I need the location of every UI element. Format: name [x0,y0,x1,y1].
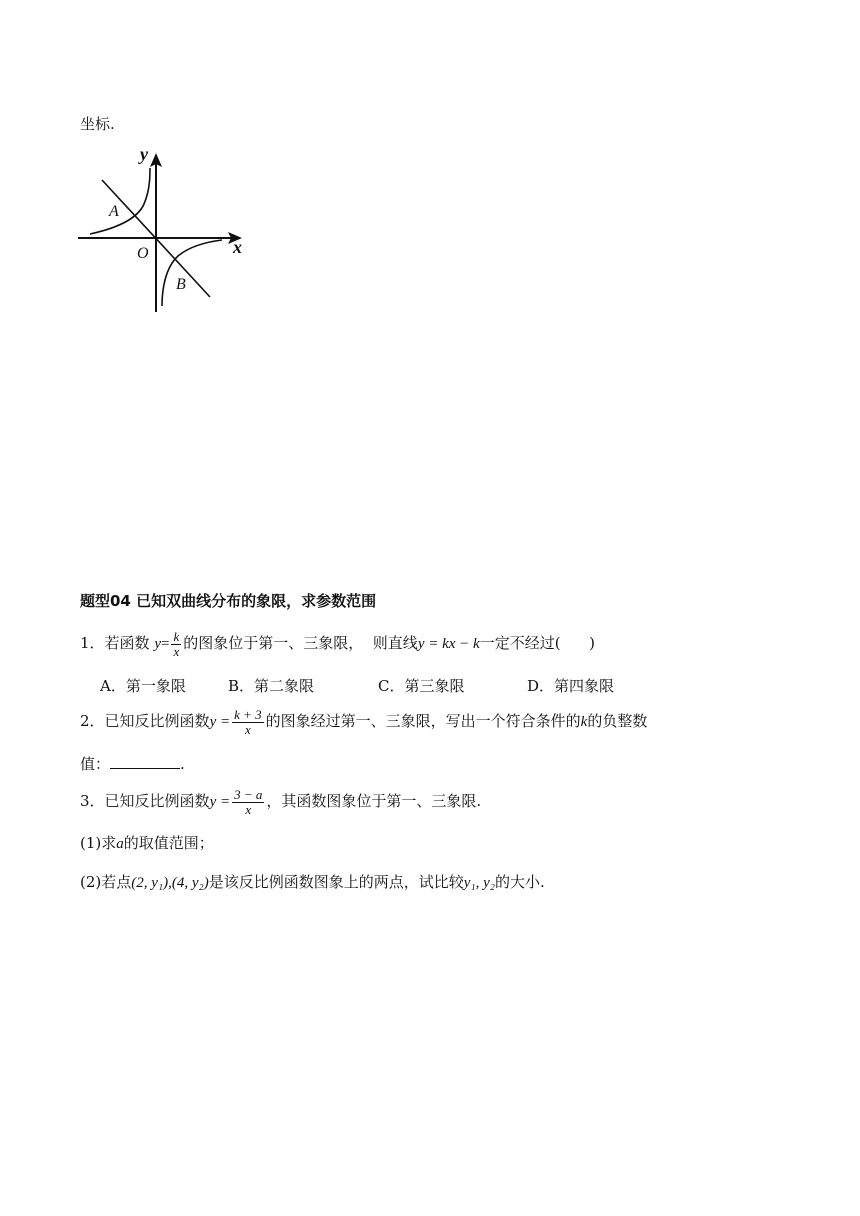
q3-number: 3． [80,792,105,810]
label-origin: O [137,245,149,262]
q2-line-2 [80,753,185,774]
q1-frac-den: x [173,643,180,659]
q1-fraction [171,630,181,659]
q2-fraction [232,708,264,737]
q3-text-a: 已知反比例函数 [104,792,210,810]
q2-var-k: k [580,714,588,730]
q1-number: 1． [80,634,105,652]
q1-option-b: B．第二象限 [228,677,315,695]
q2-text-c: 的负整数 [587,712,648,730]
section-title: 题型04 已知双曲线分布的象限，求参数范围 [80,592,377,610]
q1-option-a: A．第一象限 [100,677,186,695]
q2-line2-a: 值： [80,755,111,773]
label-x: x [233,237,242,257]
q1-text-a: 若函数 [104,634,150,652]
q2-text-a: 已知反比例函数 [104,712,210,730]
q3-frac-den: x [245,801,252,817]
q2-func-lhs: y = [209,714,231,730]
q3-part2-b: 是该反比例函数图象上的两点，试比较 [208,873,464,891]
q3-part-1 [80,832,214,853]
q1-text-c: 一定不经过( ) [479,634,596,652]
q2-text-b: 的图象经过第一、三象限，写出一个符合条件的 [265,712,581,730]
question-3 [80,786,481,817]
q3-func-lhs: y = [209,794,231,810]
question-2 [80,706,647,737]
q3-part2-c: 的大小. [495,873,545,891]
q2-frac-den: x [244,721,251,737]
q3-part2-a: (2)若点 [80,873,132,891]
q3-part1-var: a [116,836,124,852]
question-1 [80,628,595,659]
q1-frac-num: k [173,628,180,644]
label-y: y [140,144,148,164]
q2-answer-blank[interactable] [110,754,180,769]
q1-func-eq: = [161,636,170,652]
hyperbola-branch-upper [90,168,150,234]
q1-option-c: C．第三象限 [378,677,465,695]
label-point-a: A [109,203,119,220]
q3-part-2 [80,871,545,892]
q3-frac-num: 3 − a [234,786,263,802]
hyperbola-branch-lower [162,240,222,306]
q1-text-b: 的图象位于第一、三象限， 则直线 [183,634,418,652]
q2-line2-b: . [180,755,185,773]
q3-part2-points: (2, y₁),(4, y₂) [131,875,209,891]
q2-frac-num: k + 3 [234,706,262,722]
q3-fraction [232,788,264,817]
q3-text-b: ，其函数图象位于第一、三象限. [266,792,482,810]
q3-part1-a: (1)求 [80,834,117,852]
q3-part2-vars: y₁, y₂ [463,875,495,891]
q1-option-d: D．第四象限 [527,677,615,695]
q2-number: 2． [80,712,105,730]
label-point-b: B [176,276,186,293]
q1-line-expr: y = kx − k [417,636,480,652]
continued-text: 坐标. [80,115,115,133]
q3-part1-b: 的取值范围； [123,834,214,852]
hyperbola-figure [70,140,260,320]
q1-func-lhs: y [154,636,162,652]
